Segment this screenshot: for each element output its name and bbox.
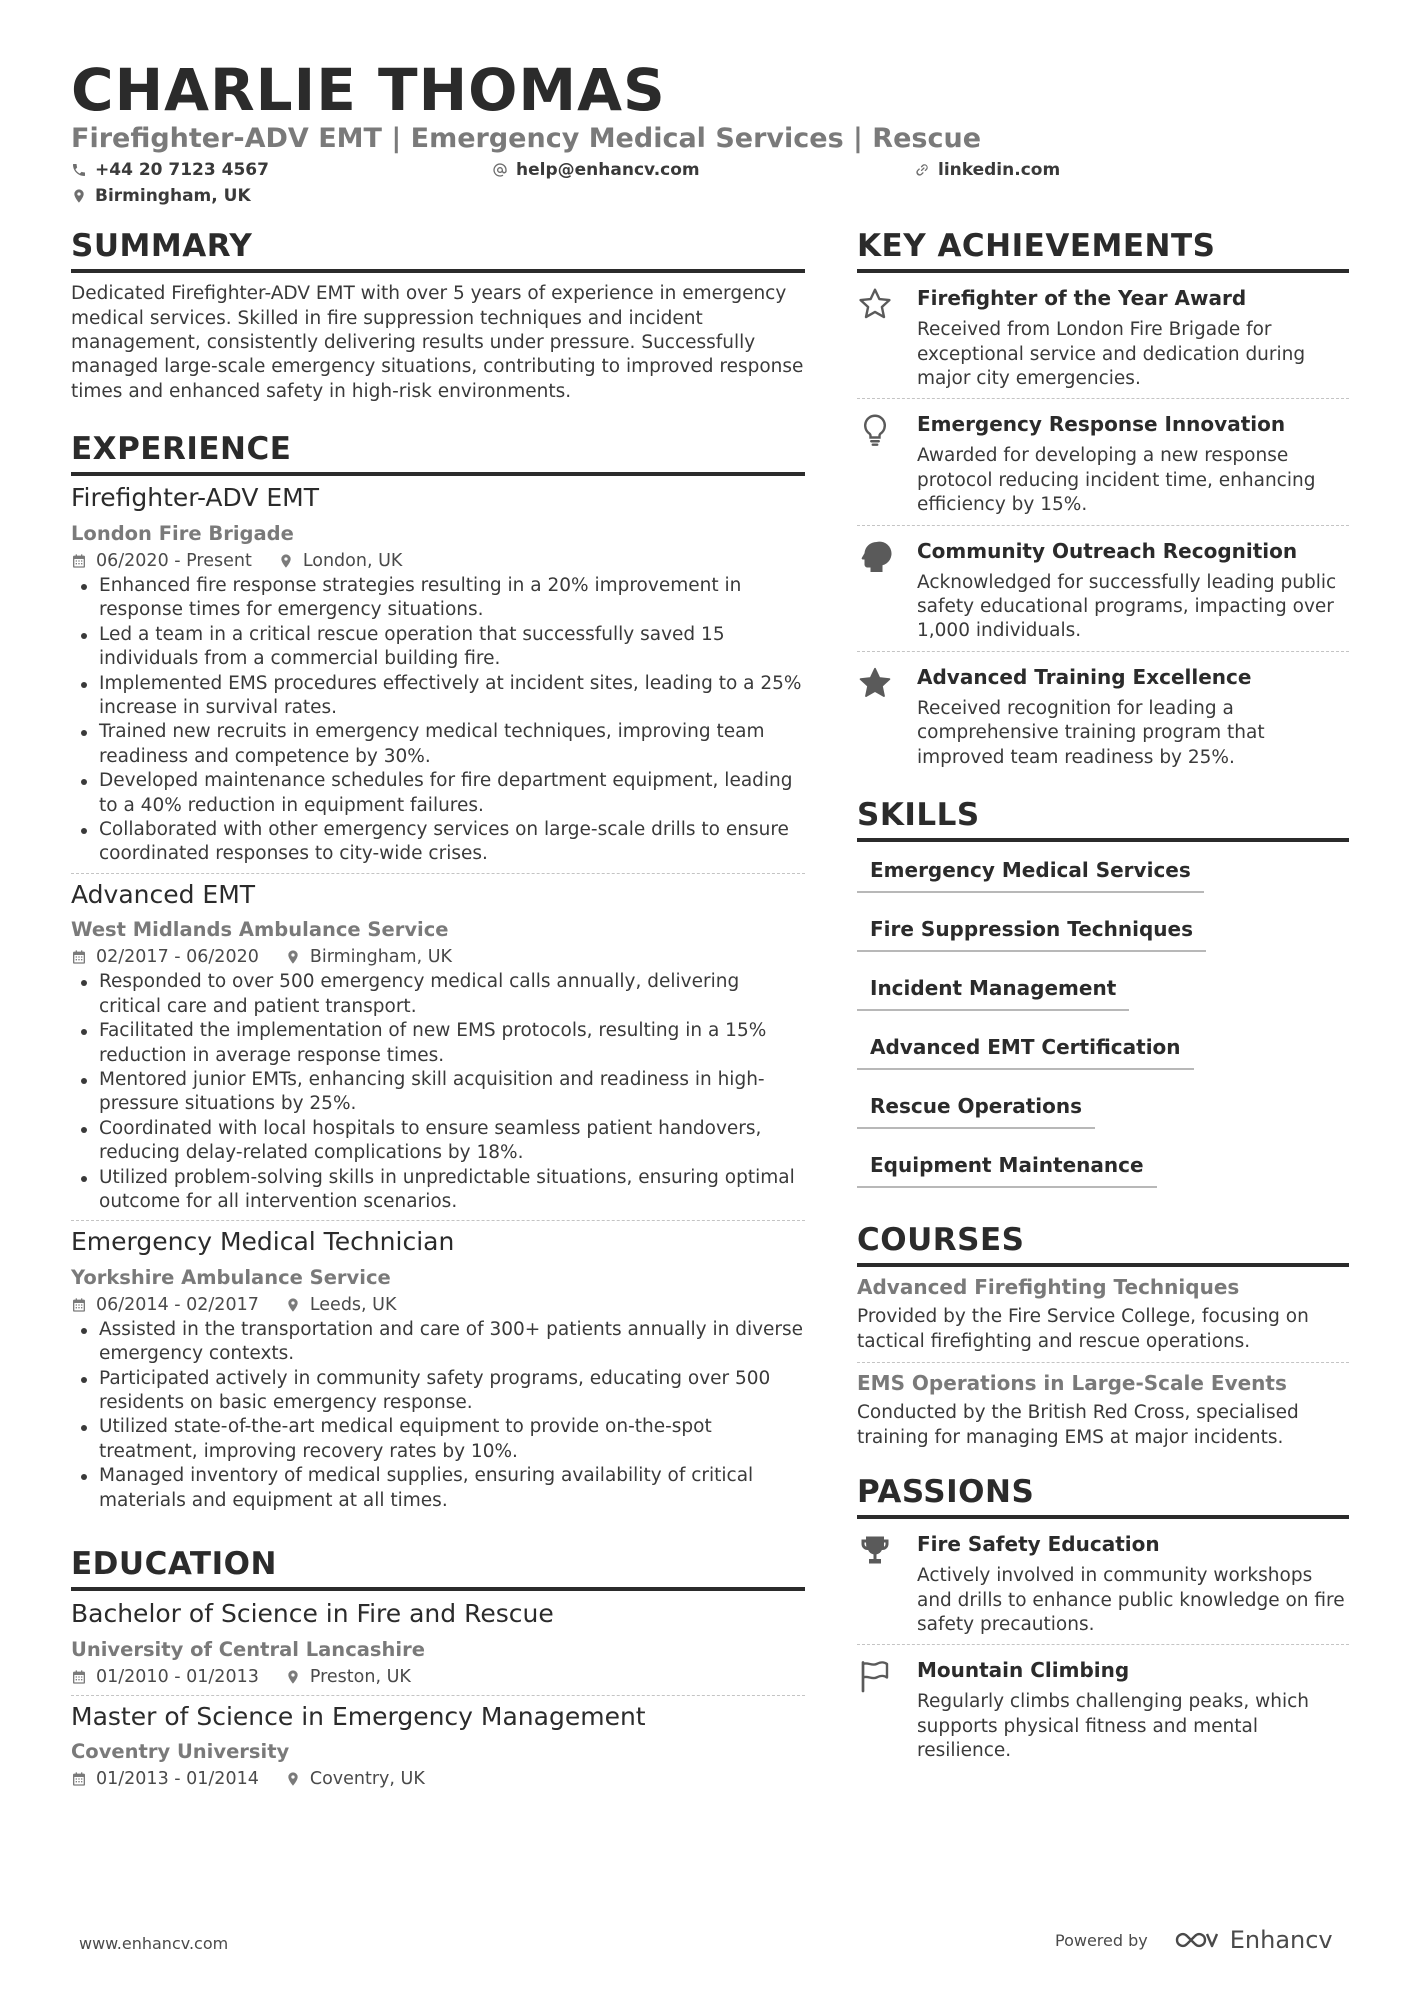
powered-by-label: Powered by: [1055, 1930, 1148, 1950]
job-dates: 02/2017 - 06/2020: [71, 947, 259, 967]
skill-tag: Advanced EMT Certification: [857, 1035, 1194, 1070]
job-title: Advanced EMT: [71, 879, 256, 909]
candidate-title: Firefighter-ADV EMT | Emergency Medical Services | Rescue: [71, 123, 982, 154]
experience-entry: [71, 879, 805, 1215]
job-location: London, UK: [278, 551, 403, 571]
calendar-icon: [71, 1669, 87, 1685]
contact-phone[interactable]: [71, 160, 269, 180]
bullet-item: Responded to over 500 emergency medical calls annually, delivering critical care and patient transport.: [71, 970, 805, 1019]
education-entry: [71, 1701, 805, 1790]
calendar-icon: [71, 553, 87, 569]
skills-list: [857, 842, 1349, 1196]
brand-logo: [1174, 1926, 1333, 1954]
education-meta: [71, 1769, 805, 1789]
job-location: Leeds, UK: [285, 1295, 397, 1315]
degree-title: Bachelor of Science in Fire and Rescue: [71, 1599, 554, 1629]
skill-tag: Rescue Operations: [857, 1094, 1095, 1129]
experience-entry: [71, 482, 805, 866]
skill-tag: Equipment Maintenance: [857, 1153, 1157, 1188]
achievement-desc: Acknowledged for successfully leading public safety educational programs, impacting over 1,000 individuals.: [917, 571, 1337, 642]
skill-tag: Incident Management: [857, 976, 1129, 1011]
bullet-item: Utilized state-of-the-art medical equipment to provide on-the-spot treatment, improving recovery rates by 10%.: [71, 1415, 805, 1464]
job-location: Birmingham, UK: [285, 947, 452, 967]
course-item: [857, 1275, 1349, 1354]
achievement-title: Firefighter of the Year Award: [917, 286, 1247, 311]
flag-icon: [857, 1658, 893, 1694]
education-location: Coventry, UK: [285, 1769, 425, 1789]
calendar-icon: [71, 1297, 87, 1313]
course-title: EMS Operations in Large-Scale Events: [857, 1371, 1287, 1396]
location-pin-icon: [285, 1669, 301, 1685]
passions-heading: PASSIONS: [857, 1474, 1349, 1519]
passion-item: [857, 1645, 1349, 1770]
bullet-item: Developed maintenance schedules for fire department equipment, leading to a 40% reduction in equipment failures.: [71, 769, 805, 818]
passion-desc: Regularly climbs challenging peaks, which supports physical fitness and mental resilience.: [917, 1691, 1309, 1762]
bullet-item: Participated actively in community safety programs, educating over 500 residents on basic emergency response.: [71, 1367, 805, 1416]
course-item: [857, 1371, 1349, 1450]
job-dates: 06/2014 - 02/2017: [71, 1295, 259, 1315]
star-half-icon: [857, 665, 893, 701]
achievement-desc: Received from London Fire Brigade for exceptional service and dedication during major city emergencies.: [917, 319, 1306, 389]
candidate-name: CHARLIE THOMAS: [71, 56, 666, 124]
achievement-title: Community Outreach Recognition: [917, 538, 1298, 563]
bullet-item: Mentored junior EMTs, enhancing skill acquisition and readiness in high-pressure situations by 25%.: [71, 1068, 805, 1117]
degree-title: Master of Science in Emergency Management: [71, 1701, 646, 1731]
location-pin-icon: [285, 949, 301, 965]
bullet-item: Trained new recruits in emergency medical techniques, improving team readiness and competence by 30%.: [71, 720, 805, 769]
right-column: [857, 228, 1349, 1771]
passion-desc: Actively involved in community workshops and drills to enhance public knowledge on fire safety precautions.: [917, 1565, 1345, 1636]
education-dates: 01/2013 - 01/2014: [71, 1769, 259, 1789]
phone-text: +44 20 7123 4567: [95, 160, 269, 180]
phone-icon: [71, 162, 87, 178]
head-brain-icon: [857, 539, 893, 575]
star-outline-icon: [857, 286, 893, 322]
passion-title: Mountain Climbing: [917, 1658, 1130, 1683]
course-desc: Provided by the Fire Service College, focusing on tactical firefighting and rescue operations.: [857, 1306, 1309, 1352]
location-pin-icon: [278, 553, 294, 569]
job-title: Emergency Medical Technician: [71, 1227, 455, 1257]
achievement-title: Emergency Response Innovation: [917, 412, 1286, 437]
achievement-item: [857, 526, 1349, 651]
course-desc: Conducted by the British Red Cross, specialised training for managing EMS at major incidents.: [857, 1402, 1299, 1448]
education-meta: [71, 1667, 805, 1687]
job-dates: 06/2020 - Present: [71, 551, 252, 571]
summary-heading: SUMMARY: [71, 228, 805, 273]
education-location: Preston, UK: [285, 1667, 411, 1687]
email-text: help@enhancv.com: [516, 160, 700, 180]
bullet-item: Led a team in a critical rescue operation that successfully saved 15 individuals from a commercial building fire.: [71, 623, 805, 672]
job-bullets: [71, 1318, 805, 1513]
calendar-icon: [71, 949, 87, 965]
achievement-desc: Received recognition for leading a comprehensive training program that improved team readiness by 25%.: [917, 697, 1265, 768]
divider: [71, 873, 805, 874]
bullet-item: Managed inventory of medical supplies, ensuring availability of critical materials and equipment at all times.: [71, 1464, 805, 1513]
passion-item: [857, 1519, 1349, 1644]
school-name: Coventry University: [71, 1740, 290, 1764]
bullet-item: Enhanced fire response strategies resulting in a 20% improvement in response times for emergency situations.: [71, 574, 805, 623]
company-name: West Midlands Ambulance Service: [71, 918, 449, 942]
job-meta: [71, 947, 805, 967]
trophy-icon: [857, 1532, 893, 1568]
bullet-item: Implemented EMS procedures effectively at incident sites, leading to a 25% increase in survival rates.: [71, 672, 805, 721]
bullet-item: Utilized problem-solving skills in unpredictable situations, ensuring optimal outcome for all intervention scenarios.: [71, 1166, 805, 1215]
job-bullets: [71, 574, 805, 867]
achievement-item: [857, 399, 1349, 524]
enhancv-logo-icon: [1174, 1928, 1220, 1952]
achievement-item: [857, 652, 1349, 777]
left-column: [71, 228, 805, 1789]
experience-heading: EXPERIENCE: [71, 431, 805, 476]
location-pin-icon: [285, 1297, 301, 1313]
footer-website[interactable]: www.enhancv.com: [79, 1934, 229, 1953]
achievements-heading: KEY ACHIEVEMENTS: [857, 228, 1349, 273]
location-pin-icon: [71, 188, 87, 204]
job-meta: [71, 551, 805, 571]
contact-linkedin[interactable]: [914, 160, 1060, 180]
calendar-icon: [71, 1771, 87, 1787]
education-heading: EDUCATION: [71, 1546, 805, 1591]
link-icon: [914, 162, 930, 178]
courses-heading: COURSES: [857, 1222, 1349, 1267]
job-bullets: [71, 970, 805, 1214]
education-entry: [71, 1598, 805, 1687]
divider: [71, 1220, 805, 1221]
summary-text: Dedicated Firefighter-ADV EMT with over 5 years of experience in emergency medical services. Skilled in fire suppression techniques and incident management, consistently delivering results under pressure. Successfully managed large-scale emergency situations, contributing to improved response times and enhanced safety in high-risk environments.: [71, 283, 804, 402]
bullet-item: Coordinated with local hospitals to ensure seamless patient handovers, reducing delay-related complications by 18%.: [71, 1117, 805, 1166]
contact-email[interactable]: [492, 160, 700, 180]
contact-location: [71, 186, 251, 206]
brand-name: Enhancv: [1229, 1926, 1333, 1954]
skill-tag: Emergency Medical Services: [857, 858, 1204, 893]
location-text: Birmingham, UK: [95, 186, 251, 206]
at-icon: [492, 162, 508, 178]
company-name: London Fire Brigade: [71, 521, 294, 545]
divider: [71, 1695, 805, 1696]
experience-entry: [71, 1226, 805, 1513]
bullet-item: Assisted in the transportation and care of 300+ patients annually in diverse emergency contexts.: [71, 1318, 805, 1367]
job-meta: [71, 1295, 805, 1315]
bullet-item: Collaborated with other emergency services on large-scale drills to ensure coordinated responses to city-wide crises.: [71, 818, 805, 867]
school-name: University of Central Lancashire: [71, 1637, 425, 1661]
divider: [857, 1362, 1349, 1363]
skill-tag: Fire Suppression Techniques: [857, 917, 1206, 952]
footer-branding[interactable]: [1055, 1926, 1333, 1954]
education-dates: 01/2010 - 01/2013: [71, 1667, 259, 1687]
achievement-item: [857, 273, 1349, 398]
lightbulb-icon: [857, 412, 893, 448]
course-title: Advanced Firefighting Techniques: [857, 1275, 1240, 1300]
achievement-title: Advanced Training Excellence: [917, 664, 1252, 689]
location-pin-icon: [285, 1771, 301, 1787]
company-name: Yorkshire Ambulance Service: [71, 1265, 391, 1289]
passion-title: Fire Safety Education: [917, 1532, 1160, 1557]
achievement-desc: Awarded for developing a new response protocol reducing incident time, enhancing efficiency by 15%.: [917, 445, 1316, 516]
linkedin-text: linkedin.com: [938, 160, 1061, 180]
bullet-item: Facilitated the implementation of new EMS protocols, resulting in a 15% reduction in average response times.: [71, 1019, 805, 1068]
job-title: Firefighter-ADV EMT: [71, 483, 320, 513]
skills-heading: SKILLS: [857, 797, 1349, 842]
